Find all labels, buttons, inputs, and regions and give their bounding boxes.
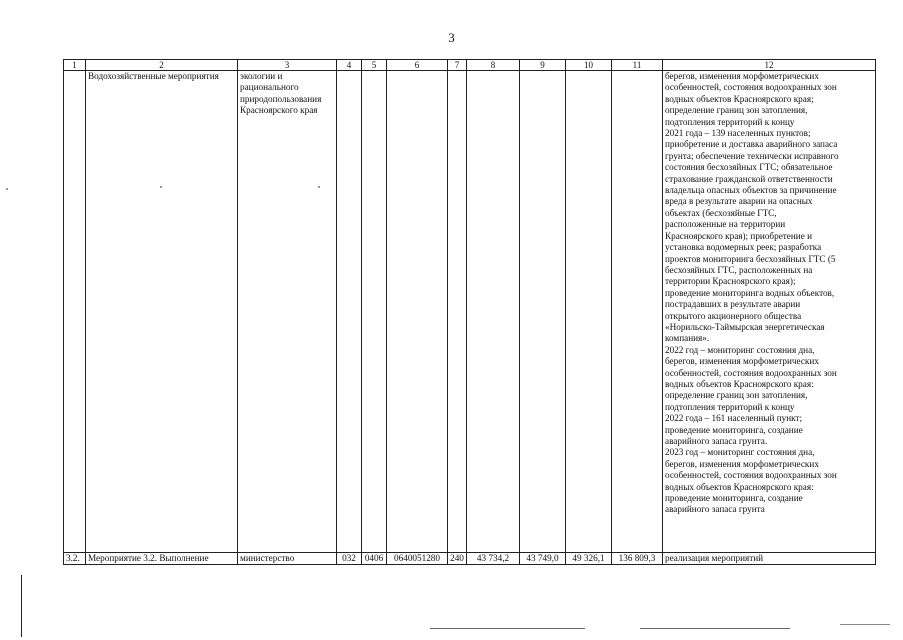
cell-amount-2023: 49 326,1 [566,553,612,565]
cell-empty [337,71,362,553]
cell-expected-result [663,71,876,553]
cell-empty [387,71,448,553]
cell-empty [566,71,612,553]
cell-empty [520,71,566,553]
cell-target-code: 0640051280 [387,553,448,565]
text-line: установка водомерных реек; разработка [665,242,822,253]
text-line: проведение мониторинга, создание [665,424,803,435]
text-line: проведение мониторинга водных объектов, [665,287,835,298]
cell-expense-type: 240 [448,553,467,565]
scan-speck [160,186,162,188]
text-line: 2022 года – 161 населенный пункт; [665,413,803,424]
cell-responsible [238,71,337,553]
scan-edge-bottom [640,628,790,629]
text-line: объектах (бесхозяйные ГТС, [665,207,777,218]
text-line: особенностей, состояния водоохранных зон [665,367,837,378]
text-line: «Норильско-Таймырская энергетическая [665,321,825,332]
cell-event-name: Водохозяйственные мероприятия [86,71,238,553]
scan-speck [6,188,8,190]
column-header: 4 [337,60,362,71]
cell-section: 0406 [362,553,387,565]
text-line: определение границ зон затопления, [665,390,808,401]
cell-expected-result: реализация мероприятий [663,553,876,565]
cell-number [64,71,86,553]
text-line: рационального [240,82,299,93]
table-row [64,71,876,553]
text-line: территории Красноярского края); [665,276,796,287]
text-line: экологии и [240,71,283,81]
column-header: 2 [86,60,238,71]
text-line: пострадавших в результате аварии [665,299,801,310]
cell-grbs: 032 [337,553,362,565]
column-header: 12 [663,60,876,71]
text-line: водных объектов Красноярского края: [665,481,814,492]
text-line: грунта; обеспечение технически исправного [665,150,839,161]
cell-number: 3.2. [64,553,86,565]
cell-responsible: министерство [238,553,337,565]
text-line: берегов, изменения морфометрических [665,458,819,469]
text-line: подтопления территорий к концу [665,116,795,127]
scan-edge-bottom [840,624,890,625]
text-line: открытого акционерного общества [665,310,802,321]
cell-event-name: Мероприятие 3.2. Выполнение [86,553,238,565]
column-header: 8 [467,60,520,71]
scan-edge-bottom [430,628,585,629]
text-line: приобретение и доставка аварийного запаса [665,139,838,150]
column-header: 11 [612,60,663,71]
cell-empty [448,71,467,553]
cell-empty [467,71,520,553]
text-line: Красноярского края [240,105,318,116]
budget-table [63,59,876,565]
scan-edge-left [21,575,22,637]
table-row [64,553,876,565]
text-line: особенностей, состояния водоохранных зон [665,82,837,93]
text-line: расположенные на территории [665,219,786,230]
text-line: особенностей, состояния водоохранных зон [665,470,837,481]
text-line: проектов мониторинга бесхозяйных ГТС (5 [665,253,836,264]
text-line: 2022 год – мониторинг состояния дна, [665,344,815,355]
column-header: 1 [64,60,86,71]
cell-amount-2021: 43 734,2 [467,553,520,565]
text-line: 2023 год – мониторинг состояния дна, [665,447,815,458]
scan-speck [318,186,320,188]
column-header: 5 [362,60,387,71]
text-line: компания». [665,333,710,344]
column-header: 10 [566,60,612,71]
text-line: водных объектов Красноярского края; [665,93,814,104]
text-line: 2021 года – 139 населенных пунктов; [665,128,811,139]
cell-empty [362,71,387,553]
text-line: водных объектов Красноярского края: [665,378,814,389]
text-line: состояния бесхозяйных ГТС; обязательное [665,162,833,173]
column-header: 9 [520,60,566,71]
cell-empty [612,71,663,553]
text-line: берегов, изменения морфометрических [665,356,819,367]
column-header: 7 [448,60,467,71]
table-header-row [64,60,876,71]
text-line: аварийного запаса грунта. [665,436,768,446]
column-header: 6 [387,60,448,71]
column-header: 3 [238,60,337,71]
text-line: аварийного запаса грунта [665,504,765,515]
text-line: определение границ зон затопления, [665,105,808,116]
cell-amount-total: 136 809,3 [612,553,663,565]
cell-amount-2022: 43 749,0 [520,553,566,565]
text-line: владельца опасных объектов за причинение [665,185,837,196]
page-number: 3 [448,30,455,45]
text-line: берегов, изменения морфометрических [665,71,819,81]
text-line: Красноярского края); приобретение и [665,230,812,241]
text-line: природопользования [240,93,322,104]
text-line: вреда в результате аварии на опасных [665,196,813,207]
text-line: проведение мониторинга, создание [665,493,803,504]
text-line: страхование гражданской ответственности [665,173,833,184]
text-line: бесхозяйных ГТС, расположенных на [665,264,813,275]
text-line: подтопления территорий к концу [665,401,795,412]
